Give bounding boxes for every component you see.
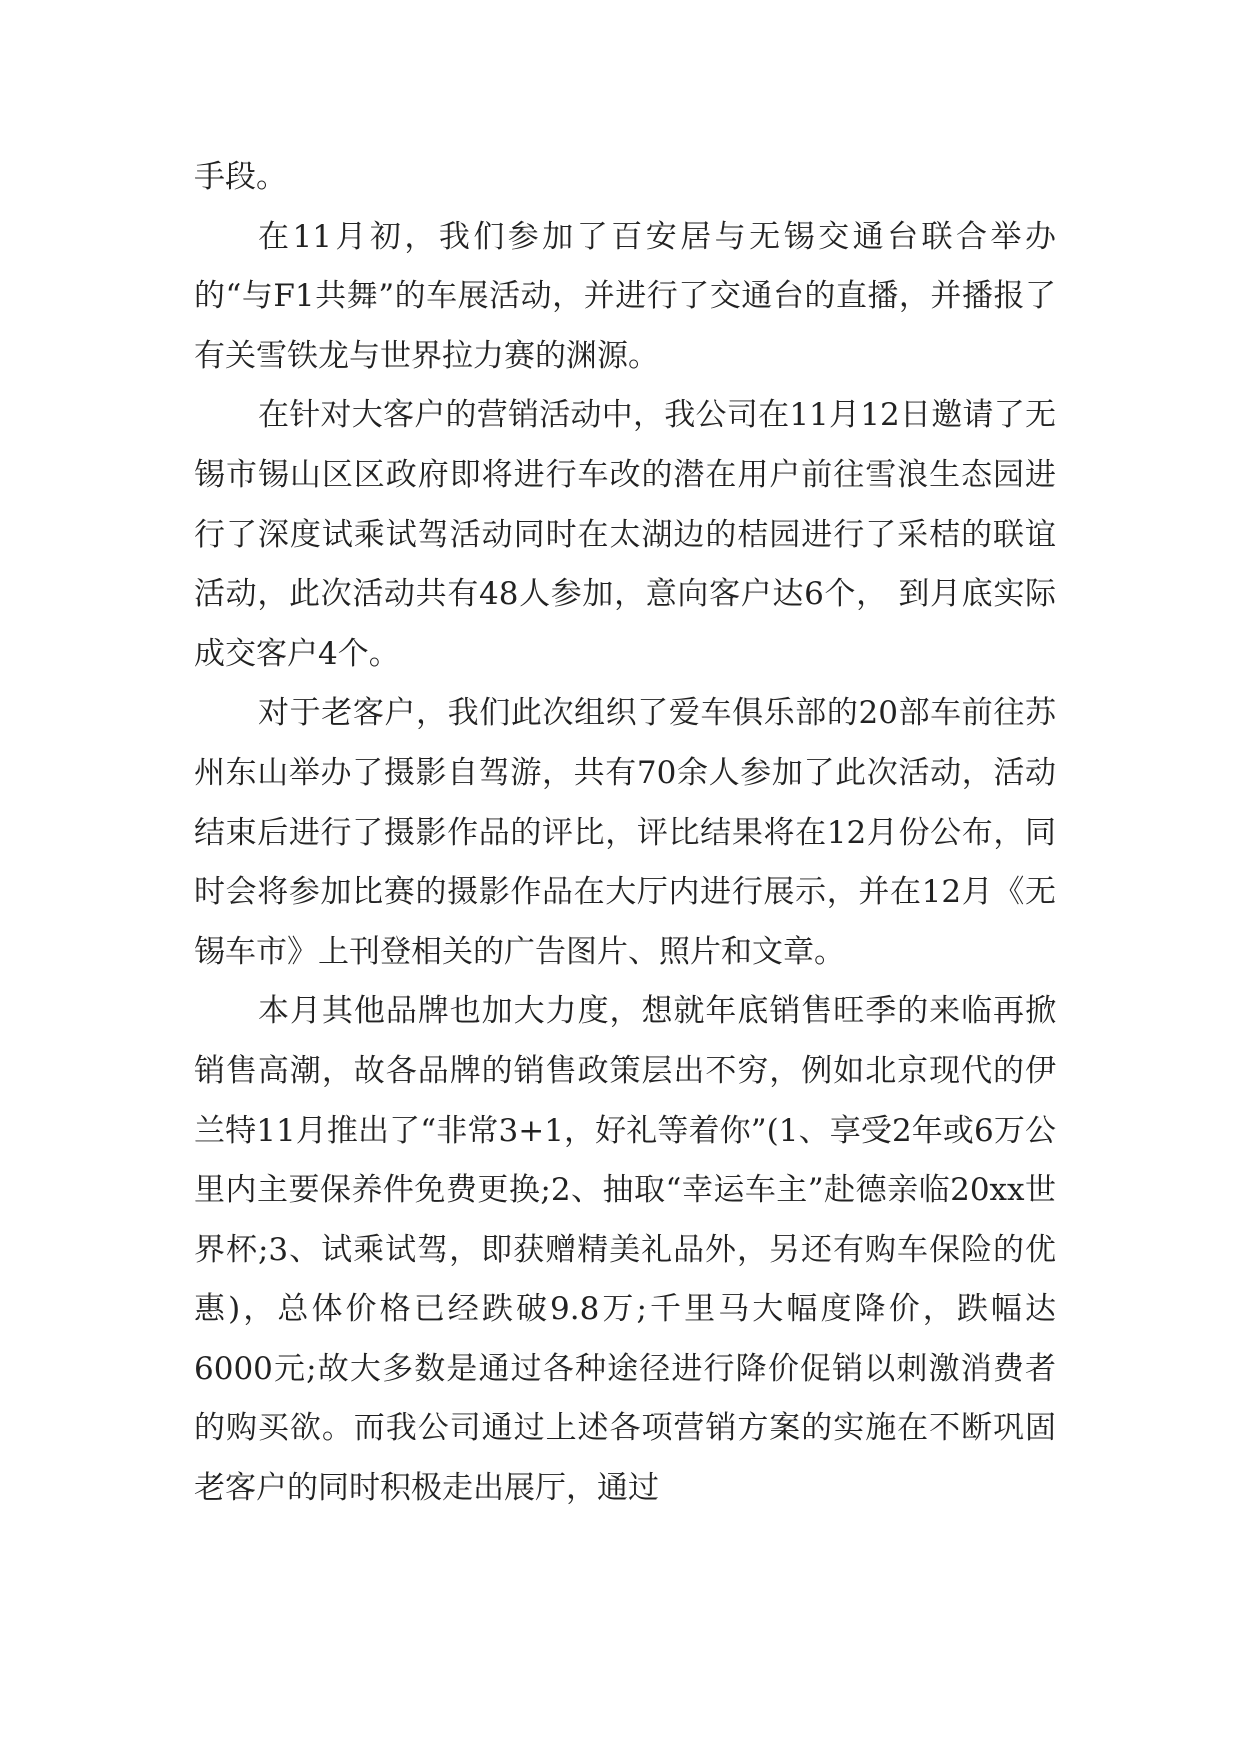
paragraph-auto-show: 在11月初，我们参加了百安居与无锡交通台联合举办的“与F1共舞”的车展活动，并进行了交通台的直播，并播报了有关雪铁龙与世界拉力赛的渊源。 — [194, 218, 1056, 374]
paragraph-major-clients: 在针对大客户的营销活动中，我公司在11月12日邀请了无锡市锡山区区政府即将进行车改的潜在用户前往雪浪生态园进行了深度试乘试驾活动同时在太湖边的桔园进行了采桔的联谊活动，此次活动共有48人参加，意向客户达6个， 到月底实际成交客户4个。 — [194, 397, 1056, 672]
paragraph-old-clients: 对于老客户，我们此次组织了爱车俱乐部的20部车前往苏州东山举办了摄影自驾游，共有70余人参加了此次活动，活动结束后进行了摄影作品的评比，评比结果将在12月份公布，同时会将参加比赛的摄影作品在大厅内进行展示，并在12月《无锡车市》上刊登相关的广告图片、照片和文章。 — [194, 695, 1056, 970]
document-body — [194, 148, 1056, 1519]
paragraph-continuation: 手段。 — [194, 159, 287, 195]
paragraph-competitors: 本月其他品牌也加大力度，想就年底销售旺季的来临再掀销售高潮，故各品牌的销售政策层出不穷，例如北京现代的伊兰特11月推出了“非常3+1，好礼等着你”(1、享受2年或6万公里内主要保养件免费更换;2、抽取“幸运车主”赴德亲临20xx世界杯;3、试乘试驾，即获赠精美礼品外，另还有购车保险的优惠)，总体价格已经跌破9.8万;千里马大幅度降价，跌幅达6000元;故大多数是通过各种途径进行降价促销以刺激消费者的购买欲。而我公司通过上述各项营销方案的实施在不断巩固老客户的同时积极走出展厅，通过 — [194, 993, 1056, 1507]
